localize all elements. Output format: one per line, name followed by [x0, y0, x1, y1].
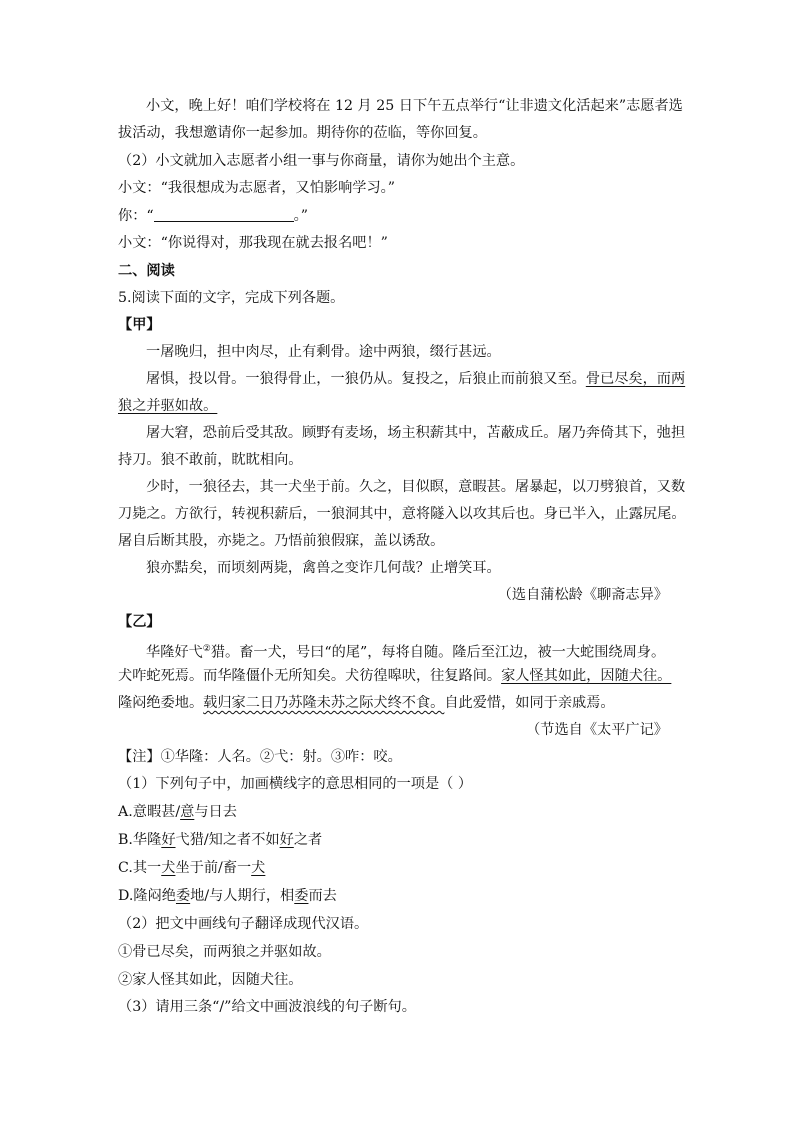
- option-text: D.隆闷绝: [118, 888, 176, 904]
- yi-text: 自此爱惜，如同于亲戚焉。: [444, 695, 615, 711]
- option-text: 与日去: [194, 804, 237, 820]
- option-text: 弋猎/知之者不如: [175, 832, 280, 848]
- marked-character: 意: [180, 804, 195, 820]
- yi-line-3: [118, 693, 615, 713]
- option-a[interactable]: [118, 802, 237, 822]
- option-text: A.意暇甚/: [118, 804, 181, 820]
- section-heading: 二、阅读: [118, 263, 175, 279]
- footnote-marker: ②: [202, 644, 211, 654]
- answer-blank[interactable]: [154, 207, 294, 222]
- q4-2-prompt: （2）小文就加入志愿者小组一事与你商量，请你为她出个主意。: [118, 153, 525, 169]
- yi-text: 华隆好弋: [146, 644, 203, 661]
- option-text: 之者: [293, 832, 323, 848]
- jia-paragraph-4-line-3: 屠自后断其股，亦毙之。乃悟前狼假寐，盖以诱敌。: [118, 533, 445, 549]
- wavy-underlined-sentence: 载归家二日乃苏隆未苏之际犬终不食。: [203, 695, 445, 711]
- option-d[interactable]: [118, 886, 337, 906]
- jia-p2-text: 屠惧，投以骨。一狼得骨止，一狼仍从。复投之，后狼止而前狼又至。: [146, 371, 586, 387]
- marked-character: 犬: [251, 860, 266, 876]
- question-1: （1）下列句子中，加画横线字的意思相同的一项是（ ）: [118, 776, 473, 792]
- question-2-item-2: ②家人怪其如此，因随犬往。: [118, 972, 303, 988]
- invitation-line-2: 拔活动，我想邀请你一起参加。期待你的莅临，等你回复。: [118, 125, 487, 141]
- marked-character: 犬: [161, 860, 176, 876]
- your-answer-suffix: 。”: [293, 208, 308, 224]
- your-answer-prefix: 你：“: [118, 208, 154, 224]
- yi-source: （节选自《太平广记》: [526, 722, 668, 738]
- option-text: 而去: [308, 888, 337, 904]
- marked-character: 好: [161, 832, 176, 848]
- yi-text: 猎。畜一犬，号曰“的尾”，每将自随。隆后至江边，被一大蛇围绕周身。: [210, 644, 666, 661]
- yi-text: 蛇死焉。而华隆僵仆无所知矣。犬彷徨嗥吠，往复路间。: [146, 668, 502, 684]
- underlined-sentence: 骨已尽矣，而两: [585, 371, 686, 387]
- jia-paragraph-3-line-1: 屠大窘，恐前后受其敌。顾野有麦场，场主积薪其中，苫蔽成丘。屠乃奔倚其下，弛担: [146, 425, 686, 441]
- yi-text: 犬咋: [118, 668, 147, 684]
- option-text: 坐于前/畜一: [175, 860, 252, 876]
- jia-paragraph-3-line-2: 持刀。狼不敢前，眈眈相向。: [118, 452, 303, 468]
- jia-paragraph-2-line-1: [146, 369, 685, 389]
- yi-line-1: [146, 639, 665, 663]
- your-answer-line: [118, 206, 308, 226]
- jia-paragraph-4-line-2: 刀毙之。方欲行，转视积薪后，一狼洞其中，意将隧入以攻其后也。身已半入，止露尻尾。: [118, 506, 686, 522]
- marked-character: 委: [294, 888, 309, 904]
- option-text: C.其一: [118, 860, 162, 876]
- underlined-sentence: 家人怪其如此，因随犬往。: [501, 668, 672, 684]
- marked-character: 委: [175, 888, 191, 904]
- option-c[interactable]: [118, 858, 265, 878]
- question-2-item-1: ①骨已尽矣，而两狼之并驱如故。: [118, 944, 331, 960]
- jia-paragraph-2-line-2: [118, 396, 217, 416]
- jia-source: （选自蒲松龄《聊斋志异》: [497, 587, 668, 603]
- jia-paragraph-4-line-1: 少时，一狼径去，其一犬坐于前。久之，目似瞑，意暇甚。屠暴起，以刀劈狼首，又数: [146, 479, 686, 495]
- invitation-line-1: 小文，晚上好！咱们学校将在 12 月 25 日下午五点举行“让非遗文化活起来”志愿者选: [146, 98, 683, 114]
- jia-paragraph-1: 一屠晚归，担中肉尽，止有剩骨。途中两狼，缀行甚远。: [146, 344, 501, 360]
- marked-character: 好: [279, 832, 294, 848]
- question-3: （3）请用三条“/”给文中画波浪线的句子断句。: [118, 999, 416, 1015]
- option-text: 地/与人期行，相: [190, 888, 295, 904]
- xiaowen-line-1: 小文：“我很想成为志愿者，又怕影响学习。”: [118, 180, 395, 196]
- jia-paragraph-5: 狼亦黠矣，而顷刻两毙，禽兽之变诈几何哉？止增笑耳。: [146, 560, 501, 576]
- passage-jia-label: 【甲】: [118, 317, 161, 333]
- question-5: 5.阅读下面的文字，完成下列各题。: [118, 290, 345, 306]
- yi-text: 隆闷绝委地。: [118, 695, 204, 711]
- underlined-sentence: 狼之并驱如故。: [118, 398, 218, 414]
- question-2: （2）把文中画线句子翻译成现代汉语。: [118, 916, 369, 932]
- option-b[interactable]: [118, 830, 322, 850]
- notes: 【注】①华隆：人名。②弋：射。③咋：咬。: [118, 749, 402, 765]
- xiaowen-line-2: 小文：“你说得对，那我现在就去报名吧！”: [118, 235, 388, 251]
- yi-line-2: [118, 666, 671, 686]
- option-text: B.华隆: [118, 832, 162, 848]
- passage-yi-label: 【乙】: [118, 614, 161, 630]
